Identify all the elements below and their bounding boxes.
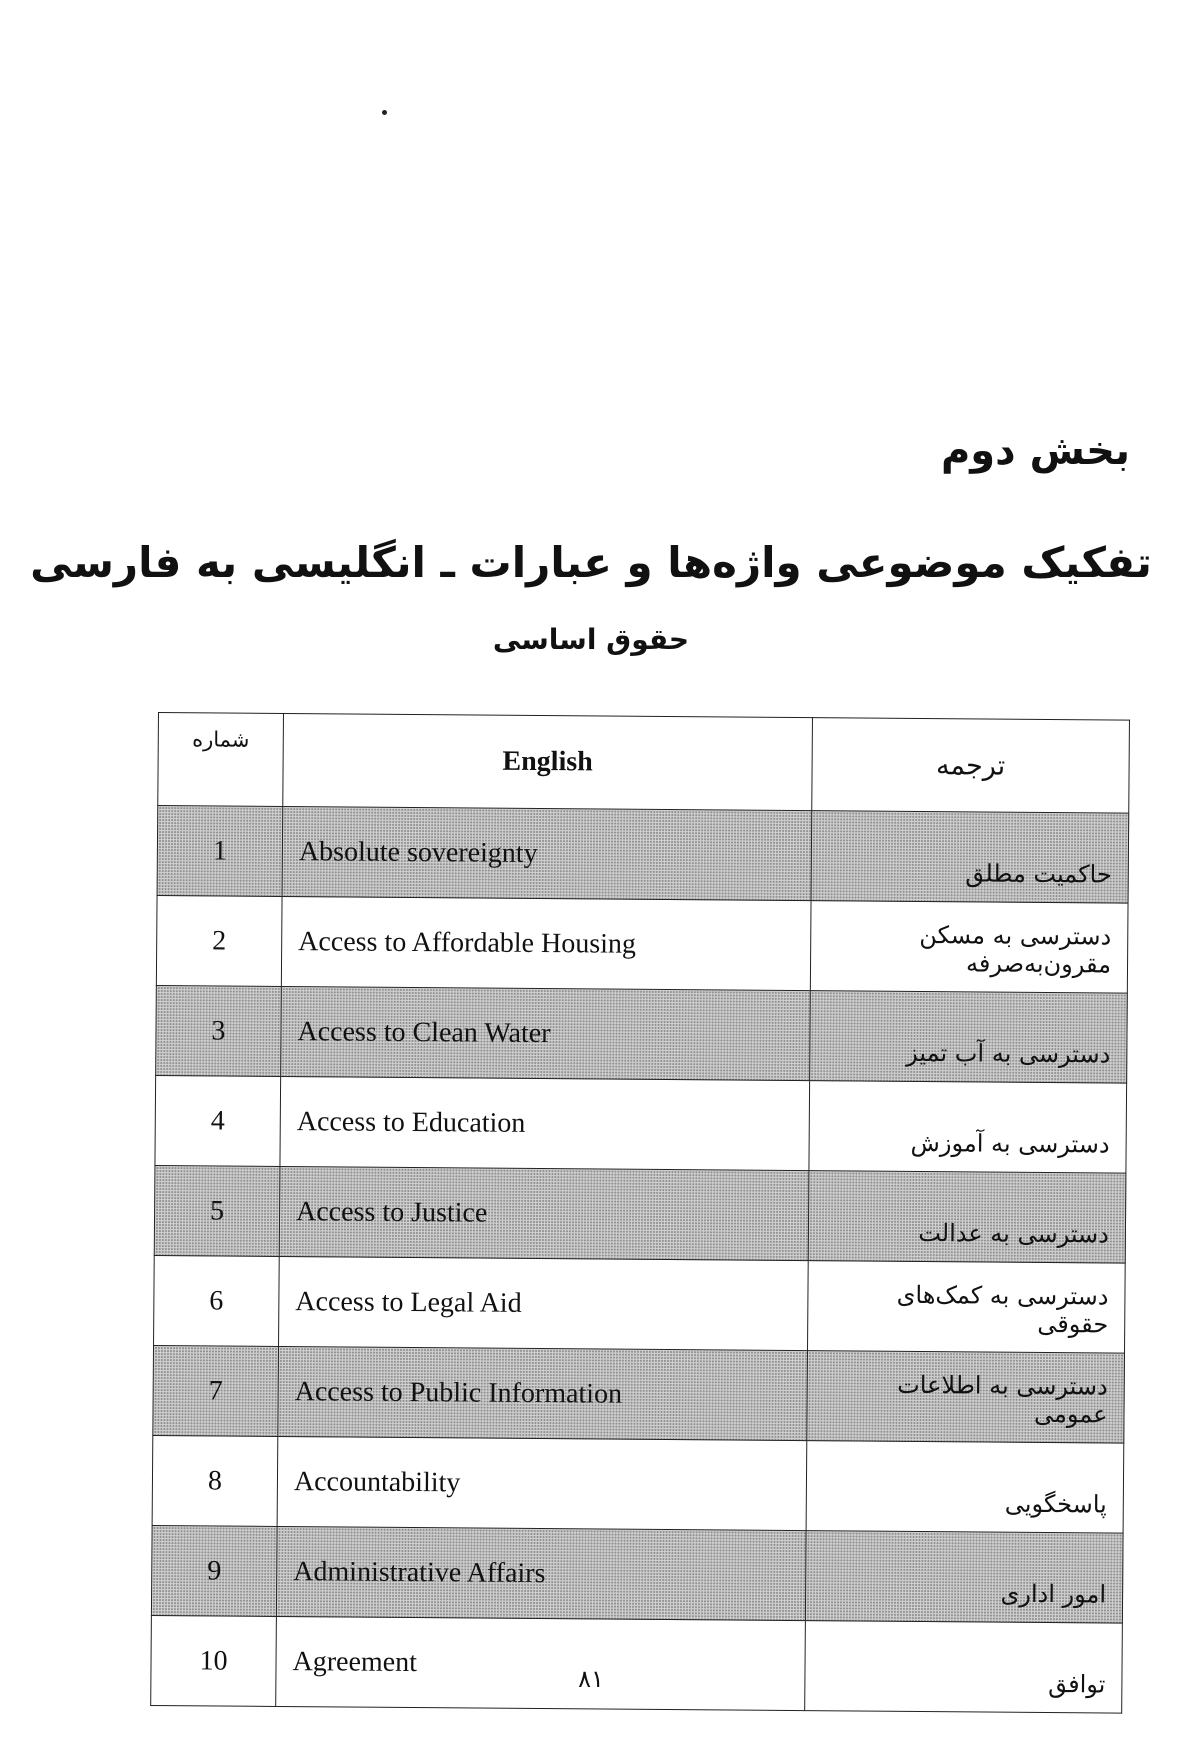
table-row xyxy=(156,985,1128,1083)
row-english: Access to Legal Aid xyxy=(279,1256,809,1350)
table-row xyxy=(157,806,1129,904)
row-number: 5 xyxy=(154,1165,280,1256)
row-persian: دسترسی به کمک‌های حقوقی xyxy=(808,1261,1126,1353)
row-number: 7 xyxy=(153,1345,279,1436)
table-row xyxy=(156,895,1128,993)
glossary-table xyxy=(150,712,1130,1714)
header-translation: ترجمه xyxy=(812,718,1130,813)
row-number: 10 xyxy=(151,1615,277,1706)
glossary-table-wrapper xyxy=(150,712,1130,1714)
row-english: Accountability xyxy=(277,1436,807,1530)
row-number: 9 xyxy=(151,1525,277,1616)
row-english: Access to Affordable Housing xyxy=(281,896,811,990)
table-row xyxy=(151,1525,1123,1623)
row-number: 8 xyxy=(152,1435,278,1526)
header-english: English xyxy=(283,713,813,810)
row-english: Administrative Affairs xyxy=(276,1526,806,1620)
section-heading: بخش دوم xyxy=(940,428,1130,474)
table-row xyxy=(154,1165,1126,1263)
row-number: 6 xyxy=(154,1255,280,1346)
page-number: ۸۱ xyxy=(578,1665,604,1693)
row-number: 3 xyxy=(156,985,282,1076)
row-english: Absolute sovereignty xyxy=(282,806,812,900)
row-persian: دسترسی به آموزش xyxy=(809,1081,1127,1173)
row-persian: دسترسی به آب تمیز xyxy=(810,991,1128,1083)
row-number: 1 xyxy=(157,806,283,897)
table-row xyxy=(155,1075,1127,1173)
row-number: 4 xyxy=(155,1075,281,1166)
table-row xyxy=(154,1255,1126,1353)
header-number: شماره xyxy=(158,713,284,807)
row-persian: توافق xyxy=(805,1621,1123,1713)
page-title: تفکیک موضوعی واژه‌ها و عبارات ـ انگلیسی به فارسی xyxy=(30,538,1152,587)
row-persian: دسترسی به عدالت xyxy=(808,1171,1126,1263)
row-number: 2 xyxy=(156,895,282,986)
row-persian: دسترسی به اطلاعات عمومی xyxy=(807,1351,1125,1443)
row-persian: امور اداری xyxy=(805,1531,1123,1623)
table-row xyxy=(153,1345,1125,1443)
table-header-row xyxy=(158,713,1130,814)
row-english: Access to Clean Water xyxy=(281,986,811,1080)
row-persian: حاکمیت مطلق xyxy=(811,811,1129,903)
subtitle: حقوق اساسی xyxy=(492,623,690,656)
table-row xyxy=(152,1435,1124,1533)
row-english: Agreement xyxy=(276,1616,806,1710)
row-english: Access to Education xyxy=(280,1076,810,1170)
row-persian: پاسخگویی xyxy=(806,1441,1124,1533)
row-persian: دسترسی به مسکن مقرون‌به‌صرفه xyxy=(810,901,1128,993)
row-english: Access to Public Information xyxy=(278,1346,808,1440)
ink-speck xyxy=(382,110,387,115)
row-english: Access to Justice xyxy=(279,1166,809,1260)
